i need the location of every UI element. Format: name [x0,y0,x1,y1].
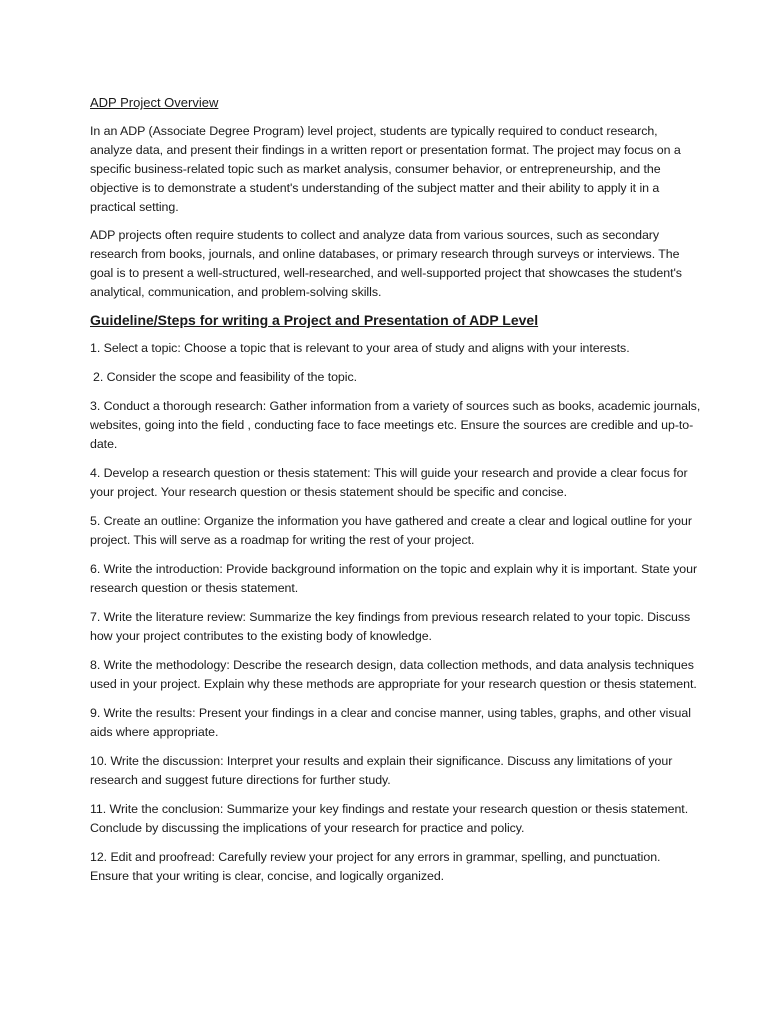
step-item: 12. Edit and proofread: Carefully review your project for any errors in grammar, spelling, and punctuation. Ensure that your writing is clear, concise, and logically organized. [90,850,661,883]
document-title: ADP Project Overview [90,95,219,110]
guideline-heading: Guideline/Steps for writing a Project and Presentation of ADP Level [90,312,539,328]
step-item: 3. Conduct a thorough research: Gather information from a variety of sources such as books, academic journals, websites, going into the field , conducting face to face meetings etc. Ensure the sources are credible and up-to-date. [90,399,701,451]
step-item: 5. Create an outline: Organize the information you have gathered and create a clear and logical outline for your project. This will serve as a roadmap for writing the rest of your project. [90,514,692,547]
step-item: 10. Write the discussion: Interpret your results and explain their significance. Discuss any limitations of your research and suggest future directions for further study. [90,754,673,787]
steps-list [90,339,702,886]
step-item: 1. Select a topic: Choose a topic that is relevant to your area of study and aligns with your interests. [90,341,630,355]
step-item: 2. Consider the scope and feasibility of the topic. [93,370,358,384]
intro-paragraph: In an ADP (Associate Degree Program) level project, students are typically required to conduct research, analyze data, and present their findings in a written report or presentation format. The project may focus on a specific business-related topic such as market analysis, consumer behavior, or entrepreneurship, and the objective is to demonstrate a student's understanding of the subject matter and their ability to apply it in a practical setting. [90,124,681,214]
step-item: 9. Write the results: Present your findings in a clear and concise manner, using tables, graphs, and other visual aids where appropriate. [90,706,691,739]
step-item: 11. Write the conclusion: Summarize your key findings and restate your research question or thesis statement. Conclude by discussing the implications of your research for practice and policy. [90,802,689,835]
step-item: 4. Develop a research question or thesis statement: This will guide your research and provide a clear focus for your project. Your research question or thesis statement should be specific and concise. [90,466,688,499]
step-item: 8. Write the methodology: Describe the research design, data collection methods, and data analysis techniques used in your project. Explain why these methods are appropriate for your research question or thesis statement. [90,658,697,691]
step-item: 7. Write the literature review: Summarize the key findings from previous research related to your topic. Discuss how your project contributes to the existing body of knowledge. [90,610,691,643]
step-item: 6. Write the introduction: Provide background information on the topic and explain why it is important. State your research question or thesis statement. [90,562,698,595]
description-paragraph: ADP projects often require students to collect and analyze data from various sources, such as secondary research from books, journals, and online databases, or primary research through surveys or interviews. The goal is to present a well-structured, well-researched, and well-supported project that showcases the student's analytical, communication, and problem-solving skills. [90,228,682,299]
